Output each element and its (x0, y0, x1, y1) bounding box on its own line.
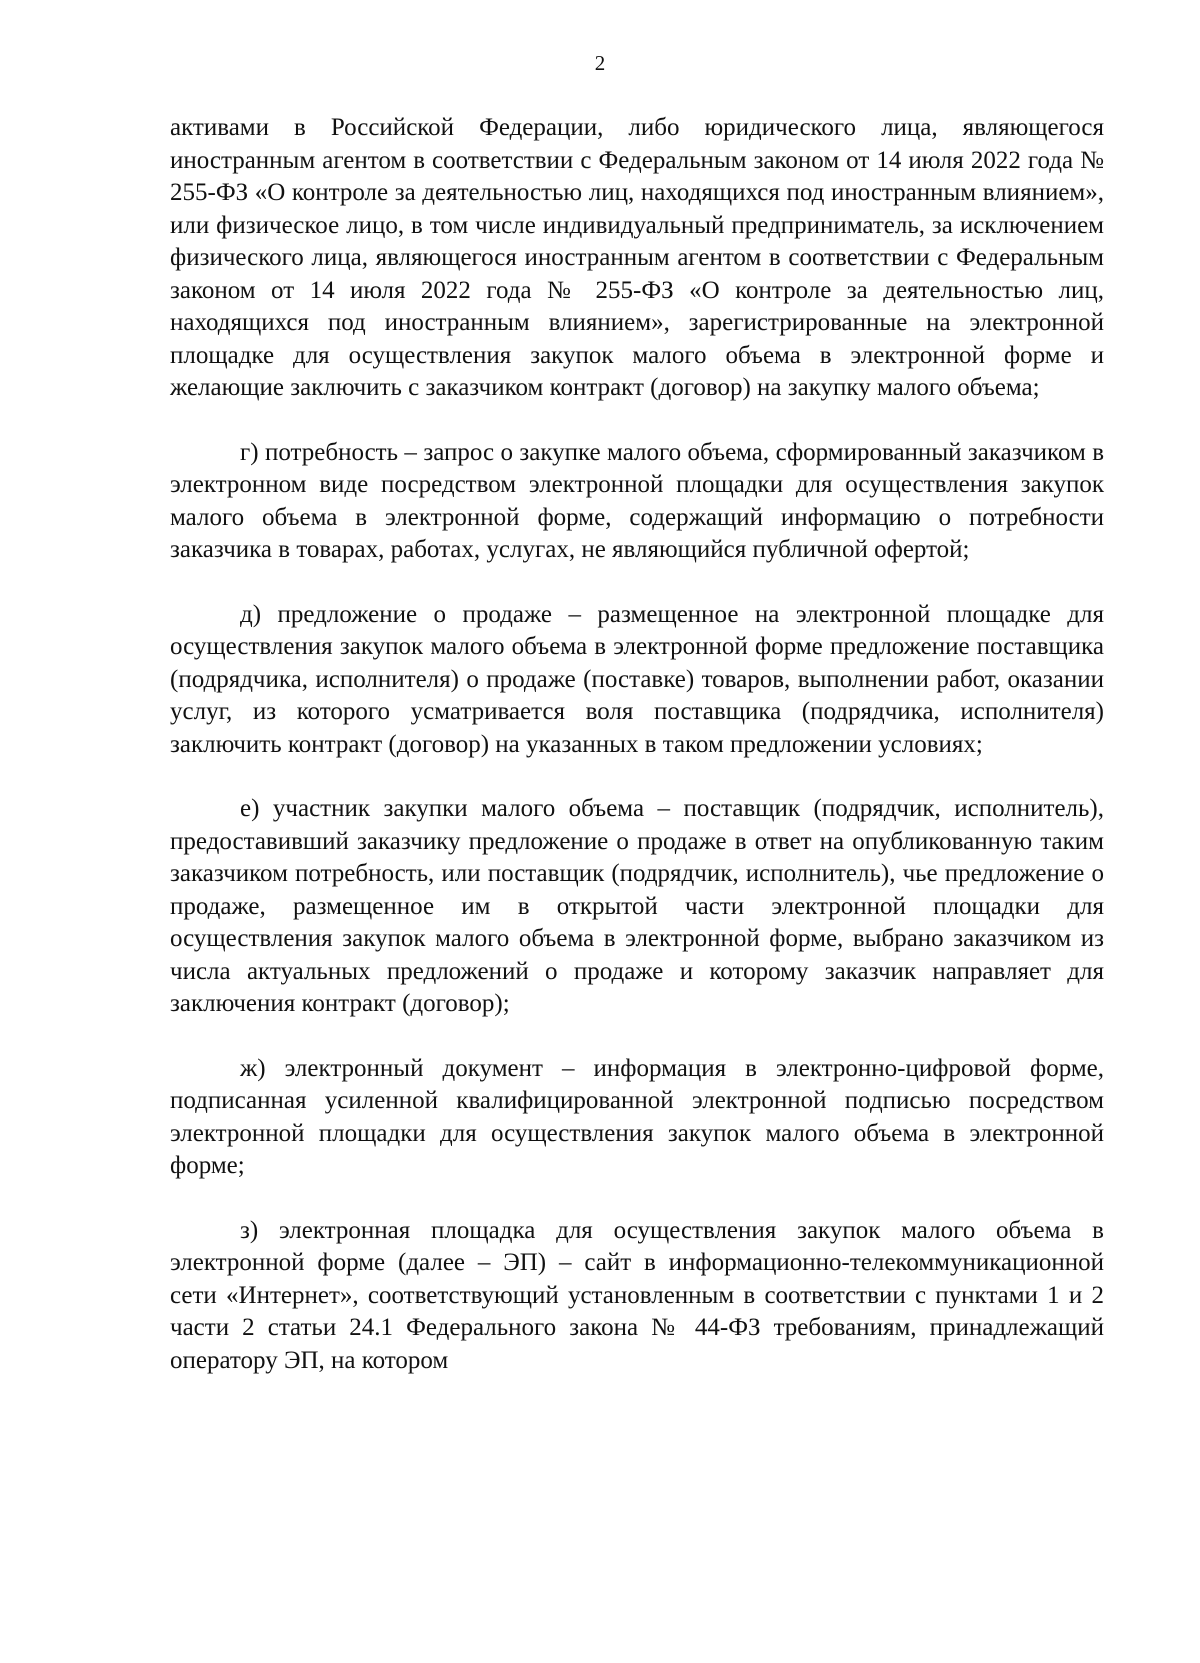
paragraph-item-z: з) электронная площадка для осуществления закупок малого объема в электронной форме (далее – ЭП) – сайт в информационно-телекоммуникационной сети «Интернет», соответствующий установленным в соответствии с пунктами 1 и 2 части 2 статьи 24.1 Федерального закона № 44-ФЗ требованиям, принадлежащий оператору ЭП, на котором (170, 1216, 1104, 1374)
page-number: 2 (594, 51, 606, 75)
paragraph-item-zh: ж) электронный документ – информация в электронно-цифровой форме, подписанная усиленной квалифицированной электронной подписью посредством электронной площадки для осуществления закупок малого объема в электронной форме; (170, 1054, 1104, 1179)
paragraph-item-g: г) потребность – запрос о закупке малого объема, сформированный заказчиком в электронном виде посредством электронной площадки для осуществления закупок малого объема в электронной форме, содержащий информацию о потребности заказчика в товарах, работах, услугах, не являющийся публичной офертой; (170, 438, 1104, 563)
paragraph-continuation: активами в Российской Федерации, либо юридического лица, являющегося иностранным агентом в соответствии с Федеральным законом от 14 июля 2022 года № 255-ФЗ «О контроле за деятельностью лиц, находящихся под иностранным влиянием», или физическое лицо, в том числе индивидуальный предприниматель, за исключением физического лица, являющегося иностранным агентом в соответствии с Федеральным законом от 14 июля 2022 года № 255-ФЗ «О контроле за деятельностью лиц, находящихся под иностранным влиянием», зарегистрированные на электронной площадке для осуществления закупок малого объема в электронной форме и желающие заключить с заказчиком контракт (договор) на закупку малого объема; (170, 114, 1104, 401)
paragraph-item-e: е) участник закупки малого объема – поставщик (подрядчик, исполнитель), предоставивший заказчику предложение о продаже в ответ на опубликованную таким заказчиком потребность, или поставщик (подрядчик, исполнитель), чье предложение о продаже, размещенное им в открытой части электронной площадки для осуществления закупок малого объема в электронной форме, выбрано заказчиком из числа актуальных предложений о продаже и которому заказчик направляет для заключения контракт (договор); (170, 795, 1104, 1017)
paragraph-item-d: д) предложение о продаже – размещенное на электронной площадке для осуществления закупок малого объема в электронной форме предложение поставщика (подрядчика, исполнителя) о продаже (поставке) товаров, выполнении работ, оказании услуг, из которого усматривается воля поставщика (подрядчика, исполнителя) заключить контракт (договор) на указанных в таком предложении условиях; (170, 600, 1104, 758)
document-body (170, 112, 1104, 1377)
